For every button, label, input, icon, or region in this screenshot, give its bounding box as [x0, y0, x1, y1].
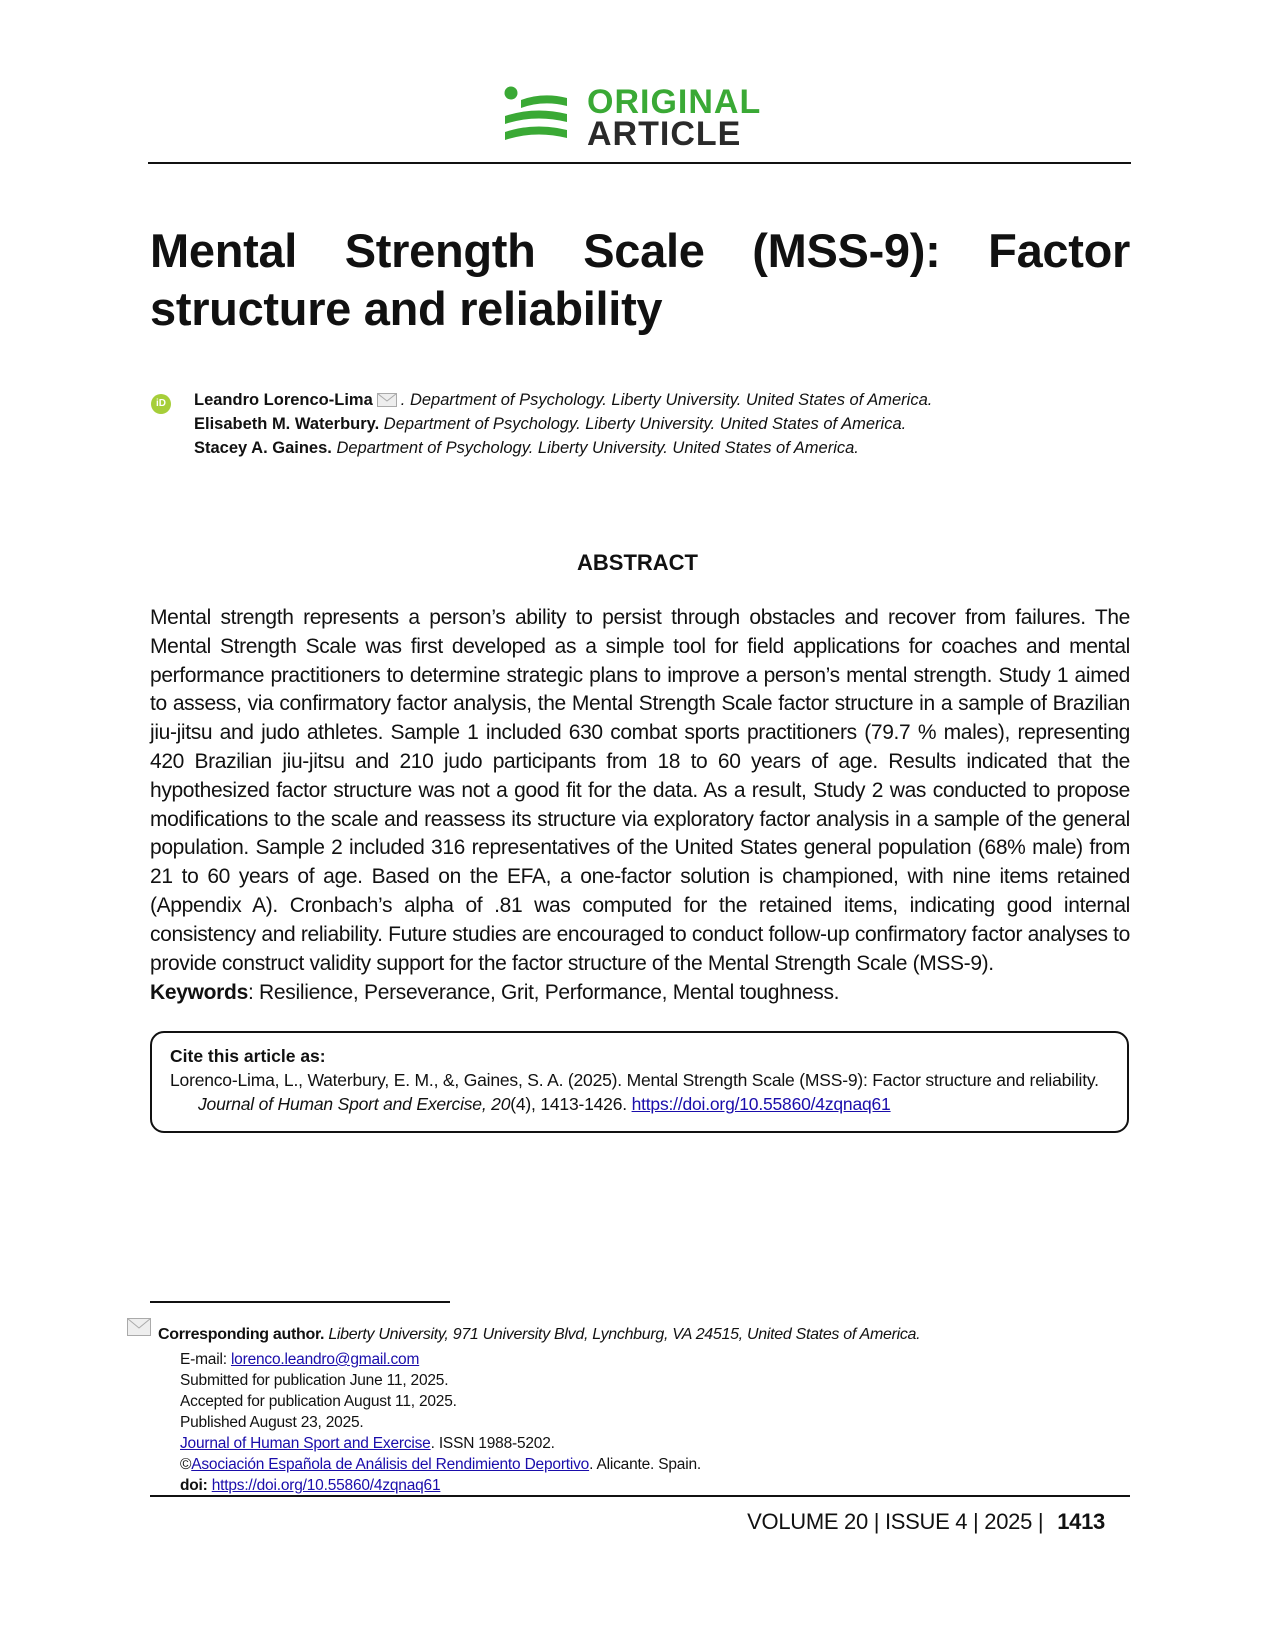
- author-3-affiliation: Department of Psychology. Liberty University. United States of America.: [336, 439, 859, 457]
- original-article-logo: [503, 84, 773, 154]
- issn: . ISSN 1988-5202.: [430, 1435, 555, 1452]
- corresponding-author: [158, 1326, 920, 1344]
- orcid-icon[interactable]: iD: [151, 394, 171, 414]
- footnote-email: [180, 1349, 419, 1370]
- journal-link[interactable]: Journal of Human Sport and Exercise: [180, 1435, 431, 1452]
- author-2: [194, 412, 906, 436]
- author-1-name: Leandro Lorenco-Lima: [194, 391, 373, 409]
- footer-rule: [150, 1495, 1130, 1497]
- keywords: [150, 979, 1130, 1007]
- footnote-doi: [180, 1475, 440, 1496]
- logo-text-article: ARTICLE: [587, 115, 742, 153]
- email-label: E-mail:: [180, 1351, 231, 1368]
- abstract-heading: ABSTRACT: [577, 550, 698, 575]
- citation-label: Cite this article as:: [170, 1046, 326, 1066]
- header-rule: [148, 162, 1131, 164]
- corresponding-author-label: Corresponding author.: [158, 1326, 325, 1343]
- logo-text-original: ORIGINAL: [587, 83, 762, 121]
- citation-line-2: [198, 1094, 891, 1115]
- doi-label: doi:: [180, 1477, 212, 1494]
- footnote-submitted: Submitted for publication June 11, 2025.: [180, 1372, 449, 1389]
- citation-line-1: Lorenco-Lima, L., Waterbury, E. M., &, Gaines, S. A. (2025). Mental Strength Scale (MSS-9): Factor structure and reliability.: [170, 1070, 1099, 1090]
- author-1-affiliation: . Department of Psychology. Liberty University. United States of America.: [400, 391, 933, 409]
- citation-journal: Journal of Human Sport and Exercise, 20: [198, 1094, 511, 1114]
- author-2-name: Elisabeth M. Waterbury.: [194, 415, 380, 433]
- citation-doi-link[interactable]: https://doi.org/10.55860/4zqnaq61: [631, 1094, 891, 1114]
- logo-stripes-icon: [503, 86, 569, 148]
- copyright-symbol: ©: [180, 1456, 192, 1473]
- envelope-icon: [127, 1318, 151, 1336]
- article-title: Mental Strength Scale (MSS-9): Factor structure and reliability: [150, 224, 1130, 335]
- keywords-label: Keywords: [150, 981, 248, 1004]
- society-location: . Alicante. Spain.: [589, 1456, 701, 1473]
- author-1: [194, 388, 932, 412]
- volume-issue-year: VOLUME 20 | ISSUE 4 | 2025 |: [747, 1509, 1044, 1534]
- footnote-accepted: Accepted for publication August 11, 2025.: [180, 1393, 457, 1410]
- author-3: [194, 436, 859, 460]
- page-footer: [747, 1509, 1105, 1535]
- abstract-body: Mental strength represents a person’s ability to persist through obstacles and recover from failures. The Mental Strength Scale was first developed as a simple tool for field applications for coaches and mental performance practitioners to determine strategic plans to improve a person’s mental strength. Study 1 aimed to assess, via confirmatory factor analysis, the Mental Strength Scale factor structure in a sample of Brazilian jiu-jitsu and judo athletes. Sample 1 included 630 combat sports practitioners (79.7 % males), representing 420 Brazilian jiu-jitsu and 210 judo participants from 18 to 60 years of age. Results indicated that the hypothesized factor structure was not a good fit for the data. As a result, Study 2 was conducted to propose modifications to the scale and reassess its structure via exploratory factor analysis in a sample of the general population. Sample 2 included 316 representatives of the United States general population (68% male) from 21 to 60 years of age. Based on the EFA, a one-factor solution is championed, with nine items retained (Appendix A). Cronbach’s alpha of .81 was computed for the retained items, indicating good internal consistency and reliability. Future studies are encouraged to conduct follow-up confirmatory factor analyses to provide construct validity support for the factor structure of the Mental Strength Scale (MSS-9).: [150, 606, 1130, 975]
- author-2-affiliation: Department of Psychology. Liberty University. United States of America.: [383, 415, 907, 433]
- footnote-journal: [180, 1433, 555, 1454]
- corresponding-author-address: Liberty University, 971 University Blvd, Lynchburg, VA 24515, United States of America.: [328, 1326, 921, 1343]
- page-number: 1413: [1057, 1509, 1105, 1534]
- keywords-list: : Resilience, Perseverance, Grit, Performance, Mental toughness.: [247, 981, 840, 1004]
- society-link[interactable]: Asociación Española de Análisis del Rendimiento Deportivo: [191, 1456, 590, 1473]
- footnote-copyright: [180, 1454, 701, 1475]
- email-link[interactable]: lorenco.leandro@gmail.com: [230, 1351, 420, 1368]
- footnote-rule: [150, 1301, 450, 1303]
- footnote-published: Published August 23, 2025.: [180, 1414, 364, 1431]
- citation-issue: (4), 1413-1426.: [510, 1094, 632, 1114]
- envelope-icon[interactable]: [377, 393, 397, 407]
- footnote-doi-link[interactable]: https://doi.org/10.55860/4zqnaq61: [211, 1477, 441, 1494]
- author-3-name: Stacey A. Gaines.: [194, 439, 332, 457]
